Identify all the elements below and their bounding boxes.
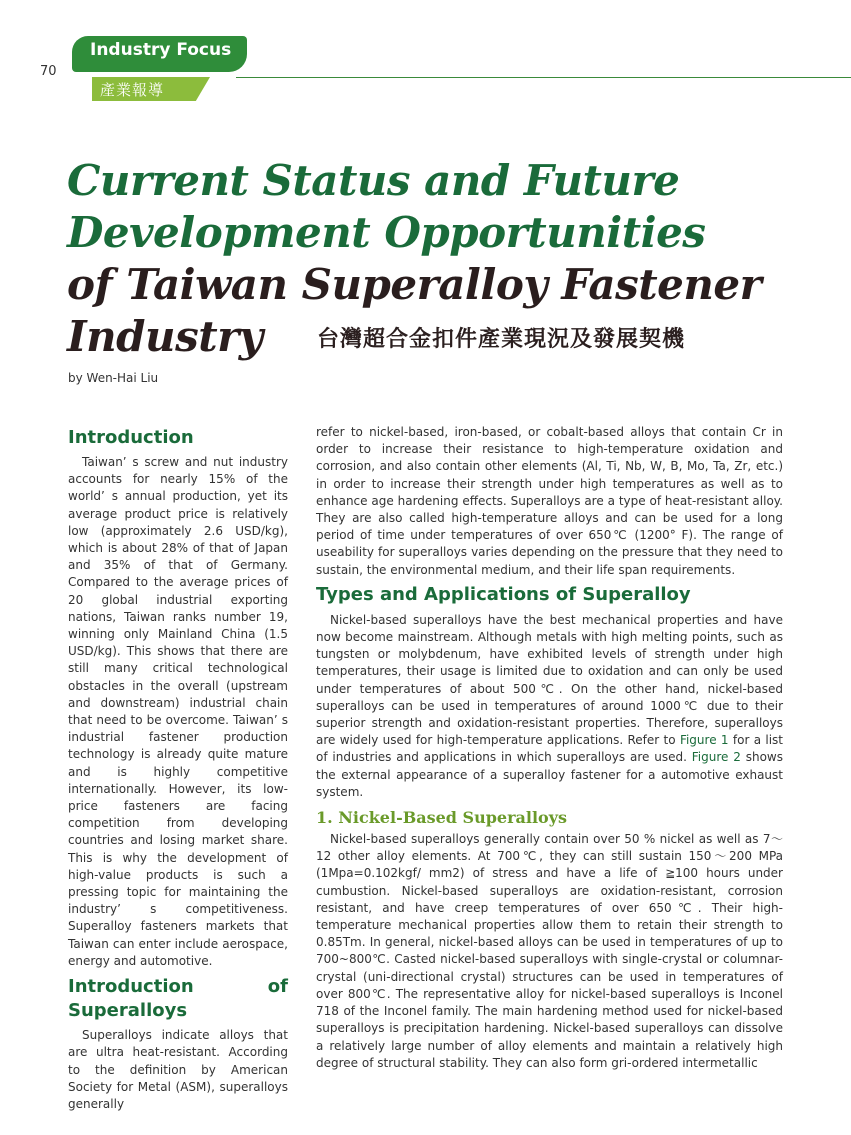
- heading-types-and-applications: Types and Applications of Superalloy: [316, 583, 691, 605]
- figure-2-link[interactable]: Figure 2: [691, 750, 741, 765]
- types-text-part-2: for a list of industries and applications in which superalloys are used.: [316, 733, 784, 765]
- article-title-chinese: 台灣超合金扣件產業現況及發展契機: [317, 327, 686, 352]
- right-column: [316, 424, 783, 1072]
- heading-introduction: Introduction: [68, 427, 194, 448]
- article-title-line-2: Development Opportunities: [67, 208, 706, 257]
- article-title-line-4: Industry: [67, 312, 263, 361]
- subheading-nickel-based-superalloys: 1. Nickel-Based Superalloys: [316, 808, 568, 828]
- types-text-part-3: shows the external appearance of a superalloy fastener for a automotive exhaust system.: [316, 750, 783, 799]
- page-number: 70: [40, 64, 57, 79]
- left-column: [68, 426, 288, 1113]
- types-text-part-1: Nickel-based superalloys have the best mechanical properties and have now become mainstream. Although metals with high melting points, such as tungsten or molybdenum, have exhibited levels of strength under high temperatures, their usage is limited due to oxidation and can only be used under temperatures of about 500℃. On the other hand, nickel-based superalloys can be used in temperatures of around 1000℃ due to their superior strength and oxidation-resistant properties. Therefore, superalloys are widely used for high-temperature applications. Refer to: [316, 612, 783, 748]
- section-tab-label: Industry Focus: [90, 40, 232, 60]
- section-subtab-label: 產業報導: [100, 81, 165, 99]
- heading-introduction-of-superalloys: Introduction of Superalloys: [68, 976, 288, 1022]
- byline: by Wen-Hai Liu: [68, 371, 159, 385]
- header-rule: [236, 77, 851, 78]
- types-paragraph: [316, 612, 783, 801]
- article-title-line-3: of Taiwan Superalloy Fastener: [67, 260, 762, 309]
- superalloys-paragraph: Superalloys indicate alloys that are ultra heat-resistant. According to the definition by American Society for Metal (ASM), superalloys generally: [68, 1028, 288, 1111]
- superalloys-continued-paragraph: refer to nickel-based, iron-based, or cobalt-based alloys that contain Cr in order to increase their resistance to high-temperature oxidation and corrosion, and also contain other elements (Al, Ti, Nb, W, B, Mo, Ta, Zr, etc.) in order to increase their strength under high temperatures as well as to enhance age hardening effects. Superalloys are a type of heat-resistant alloy. They are also called high-temperature alloys and can be used for a long period of time under temperatures of over 650℃ (1200° F). The range of useability for superalloys varies depending on the pressure that they need to sustain, the environmental medium, and their life span requirements.: [316, 425, 783, 577]
- article-title-line-1: Current Status and Future: [67, 156, 680, 205]
- figure-1-link[interactable]: Figure 1: [679, 733, 729, 748]
- introduction-paragraph: Taiwan’ s screw and nut industry accounts for nearly 15% of the world’ s annual production, yet its average product price is relatively low (approximately 2.6 USD/kg), which is about 28% of that of Japan and 35% of that of Germany. Compared to the average prices of 20 global industrial exporting nations, Taiwan ranks number 19, winning only Mainland China (1.5 USD/kg). This shows that there are still many critical technological obstacles in the overall (upstream and downstream) industrial chain that need to be overcome. Taiwan’ s industrial fastener production technology is already quite mature and is highly competitive internationally. However, its low-price fasteners are facing competition from developing countries and losing market share. This is why the development of high-value products is such a pressing topic for maintaining the industry’ s competitiveness. Superalloy fasteners markets that Taiwan can enter include aerospace, energy and automotive.: [68, 455, 288, 968]
- nickel-paragraph: Nickel-based superalloys generally contain over 50 % nickel as well as 7～12 other alloy elements. At 700℃, they can still sustain 150～200 MPa (1Mpa=0.102kgf/ mm2) of stress and have a life of ≧100 hours under cumbustion. Nickel-based superalloys are oxidation-resistant, corrosion resistant, and have creep temperatures of over 650℃. Their high-temperature mechanical properties allow them to retain their strength to 0.85Tm. In general, nickel-based alloys can be used in temperatures of up to 700~800℃. Casted nickel-based superalloys with single-crystal or columnar-crystal (uni-directional crystal) structures can be used in temperatures of over 800℃. The representative alloy for nickel-based superalloys is Inconel 718 of the Inconel family. The main hardening method used for nickel-based superalloys is precipitation hardening. Nickel-based superalloys can dissolve a relatively large number of alloy elements and maintain a relatively high degree of structural stability. They can also form gri-ordered intermetallic: [316, 832, 783, 1070]
